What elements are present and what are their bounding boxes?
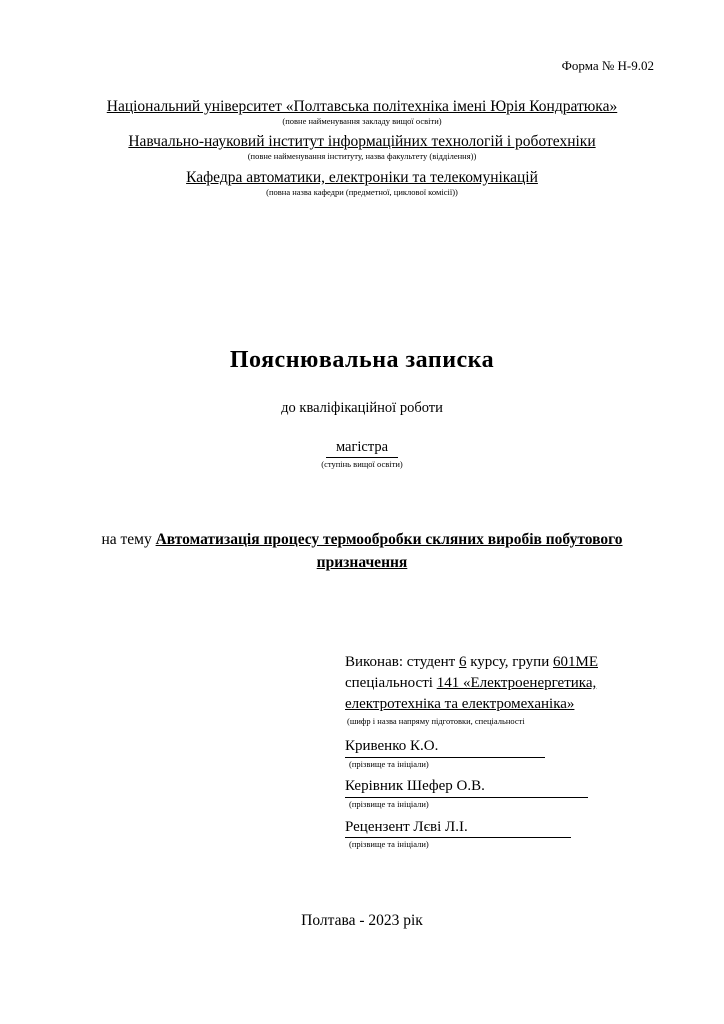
document-title: Пояснювальна записка (229, 347, 495, 374)
executor-block (345, 652, 659, 850)
document-subtitle: до кваліфікаційної роботи (281, 400, 443, 417)
supervisor-caption: (прізвище та ініціали) (349, 799, 429, 810)
department-caption: (повна назва кафедри (предметної, циклової комісії)) (266, 186, 458, 197)
degree-value: магістра (326, 439, 398, 458)
form-number: Форма № Н-9.02 (561, 58, 654, 73)
topic-text: Автоматизація процесу термообробки скляних виробів побутового призначення (155, 530, 623, 572)
supervisor-signature-line (345, 776, 659, 798)
reviewer-signature-line (345, 817, 659, 839)
student-name: Кривенко К.О. (345, 736, 545, 758)
executor-line1-mid: курсу, групи (466, 654, 553, 671)
specialty-name-continued: електротехніка та електромеханіка» (345, 695, 575, 712)
footer-city-year: Полтава - 2023 рік (301, 912, 423, 929)
reviewer-name: Рецензент Лєві Л.І. (345, 817, 571, 839)
executor-line1-prefix: Виконав: студент (345, 654, 459, 671)
supervisor-name: Керівник Шефер О.В. (345, 776, 588, 798)
degree-line (70, 439, 654, 458)
executor-line-1 (345, 652, 659, 673)
reviewer-caption: (прізвище та ініціали) (349, 839, 429, 850)
institute-caption: (повне найменування інституту, назва факультету (відділення)) (247, 151, 477, 162)
executor-course: 6 (458, 654, 467, 671)
specialty-caption: (шифр і назва напряму підготовки, спеціальності (347, 715, 525, 726)
university-block (70, 98, 654, 126)
university-caption: (повне найменування закладу вищої освіти) (282, 115, 442, 126)
topic-paragraph (70, 528, 654, 575)
student-signature-line (345, 736, 659, 758)
specialty-code-name: 141 «Електроенергетика, (436, 675, 597, 692)
specialty-line-2 (345, 694, 659, 715)
university-name: Національний університет «Полтавська політехніка імені Юрія Кондратюка» (106, 98, 618, 115)
department-name: Кафедра автоматики, електроніки та телекомунікацій (186, 168, 538, 186)
executor-group: 601МЕ (552, 654, 598, 671)
specialty-prefix: спеціальності (345, 675, 437, 692)
topic-prefix: на тему (101, 530, 156, 548)
degree-caption: (ступінь вищої освіти) (321, 459, 403, 470)
student-caption: (прізвище та ініціали) (349, 758, 429, 769)
specialty-line-1 (345, 673, 659, 694)
institute-name: Навчально-науковий інститут інформаційних технологій і роботехніки (128, 133, 596, 151)
department-block (70, 169, 654, 197)
institute-block (70, 133, 654, 161)
